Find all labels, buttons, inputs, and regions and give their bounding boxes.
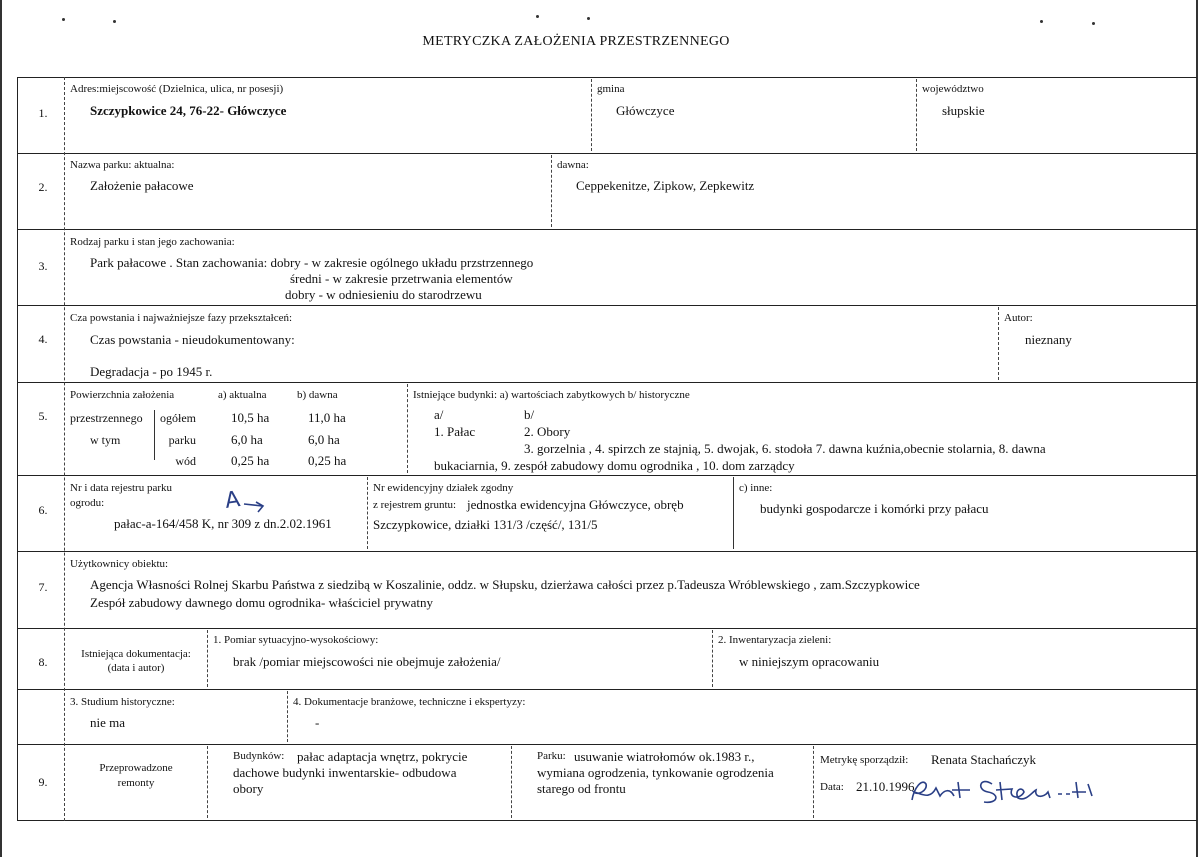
park-type-line1: Park pałacowe . Stan zachowania: dobry - w zakresie ogólnego układu przstrzennego bbox=[90, 255, 534, 270]
row-divider bbox=[17, 153, 1197, 154]
area-label: Powierzchnia założenia bbox=[70, 389, 175, 401]
address-value: Szczypkowice 24, 76-22- Główczyce bbox=[90, 103, 287, 118]
other-label: c) inne: bbox=[739, 482, 773, 494]
area-current-value: 10,5 ha bbox=[231, 410, 270, 425]
scan-dot bbox=[62, 18, 65, 21]
row-number: 3. bbox=[38, 259, 48, 273]
other-value: budynki gospodarcze i komórki przy pałacu bbox=[760, 501, 989, 516]
parcel-label: Nr ewidencyjny działek zgodny bbox=[373, 482, 514, 494]
study-label: 3. Studium historyczne: bbox=[70, 696, 175, 708]
cell-divider bbox=[733, 477, 734, 549]
cell-divider bbox=[207, 630, 208, 687]
area-current-value: 0,25 ha bbox=[231, 453, 270, 468]
table-left-edge bbox=[17, 77, 18, 821]
area-row-name: parku bbox=[168, 433, 196, 447]
row-divider bbox=[17, 77, 1197, 78]
users-line1: Agencja Własności Rolnej Skarbu Państwa z siedzibą w Koszalinie, oddz. w Słupsku, dzierżawa całości przez p.Tadeusza Wróblewskiego , zam.Szczypkowice bbox=[90, 577, 920, 592]
page-title: METRYCZKA ZAŁOŻENIA PRZESTRZENNEGO bbox=[422, 34, 730, 49]
row-number: 7. bbox=[38, 580, 48, 594]
area-row-name: wód bbox=[175, 454, 196, 468]
repairs-buildings-label: Budynków: bbox=[233, 750, 285, 762]
row-number: 1. bbox=[38, 106, 48, 120]
park-type-line2: średni - w zakresie przetrwania elementów bbox=[290, 271, 513, 286]
row-divider bbox=[17, 551, 1197, 552]
area-former-value: 0,25 ha bbox=[308, 453, 347, 468]
cell-divider bbox=[407, 384, 408, 473]
cell-divider bbox=[712, 630, 713, 687]
greenery-value: w niniejszym opracowaniu bbox=[739, 654, 880, 669]
history-line2: Degradacja - po 1945 r. bbox=[90, 364, 213, 379]
users-label: Użytkownicy obiektu: bbox=[70, 558, 169, 570]
scan-dot bbox=[1040, 20, 1043, 23]
survey-value: brak /pomiar miejscowości nie obejmuje założenia/ bbox=[233, 654, 501, 669]
row-number: 6. bbox=[38, 503, 48, 517]
repairs-park-label: Parku: bbox=[537, 750, 566, 762]
history-line1: Czas powstania - nieudokumentowany: bbox=[90, 332, 295, 347]
current-name-label: Nazwa parku: aktualna: bbox=[70, 159, 175, 171]
history-label: Cza powstania i najważniejsze fazy przekształceń: bbox=[70, 312, 293, 324]
repairs-buildings-line3: obory bbox=[233, 781, 264, 796]
area-former-value: 11,0 ha bbox=[308, 410, 346, 425]
date-value: 21.10.1996 bbox=[856, 779, 915, 794]
former-name-value: Ceppekenitze, Zipkow, Zepkewitz bbox=[576, 178, 755, 193]
park-type-line3: dobry - w odniesieniu do starodrzewu bbox=[285, 287, 482, 302]
prepared-by-label: Metrykę sporządził: bbox=[820, 754, 909, 766]
documentation-label-2: (data i autor) bbox=[107, 662, 165, 674]
row-divider bbox=[17, 382, 1197, 383]
row-number: 9. bbox=[38, 775, 48, 789]
date-label: Data: bbox=[820, 781, 844, 793]
scan-dot bbox=[587, 17, 590, 20]
register-label-2: ogrodu: bbox=[70, 497, 105, 509]
repairs-label: Przeprowadzone bbox=[99, 762, 173, 774]
documentation-label: Istniejąca dokumentacja: bbox=[81, 648, 191, 660]
row-divider bbox=[17, 628, 1197, 629]
branch-docs-label: 4. Dokumentacje branżowe, techniczne i ekspertyzy: bbox=[293, 696, 526, 708]
building-item: 2. Obory bbox=[524, 424, 571, 439]
cell-divider bbox=[207, 746, 208, 818]
buildings-list-line2: bukaciarnia, 9. zespół zabudowy domu ogrodnika , 10. dom zarządcy bbox=[434, 458, 795, 473]
row-divider bbox=[17, 744, 1197, 745]
buildings-col-b: b/ bbox=[524, 407, 535, 422]
cell-divider bbox=[998, 307, 999, 380]
gmina-label: gmina bbox=[597, 83, 625, 95]
buildings-label: Istniejące budynki: a) wartościach zabytkowych b/ historyczne bbox=[413, 389, 690, 401]
cell-divider bbox=[367, 477, 368, 549]
greenery-label: 2. Inwentaryzacja zieleni: bbox=[718, 634, 832, 646]
park-type-label: Rodzaj parku i stan jego zachowania: bbox=[70, 236, 235, 248]
branch-docs-value: - bbox=[315, 715, 320, 730]
cell-divider bbox=[591, 79, 592, 151]
row-divider bbox=[17, 229, 1197, 230]
cell-divider bbox=[813, 746, 814, 818]
parcel-label-2: z rejestrem gruntu: bbox=[373, 499, 457, 511]
repairs-park-line3: starego od frontu bbox=[537, 781, 626, 796]
author-label: Autor: bbox=[1004, 312, 1033, 324]
repairs-buildings-line2: dachowe budynki inwentarskie- odbudowa bbox=[233, 765, 457, 780]
cell-divider bbox=[511, 746, 512, 818]
row-divider bbox=[17, 305, 1197, 306]
row-divider bbox=[17, 820, 1197, 821]
users-line2: Zespół zabudowy dawnego domu ogrodnika- właściciel prywatny bbox=[90, 595, 433, 610]
area-former-value: 6,0 ha bbox=[308, 432, 340, 447]
register-value: pałac-a-164/458 K, nr 309 z dn.2.02.1961 bbox=[114, 516, 332, 531]
number-column-divider bbox=[64, 77, 65, 821]
current-name-value: Założenie pałacowe bbox=[90, 178, 194, 193]
area-col-current: a) aktualna bbox=[218, 389, 267, 401]
row-number: 4. bbox=[38, 332, 48, 346]
building-item: 1. Pałac bbox=[434, 424, 476, 439]
voivodeship-value: słupskie bbox=[942, 103, 985, 118]
repairs-label-2: remonty bbox=[117, 777, 155, 789]
repairs-park-line2: wymiana ogrodzenia, tynkowanie ogrodzenia bbox=[537, 765, 774, 780]
former-name-label: dawna: bbox=[557, 159, 589, 171]
scan-dot bbox=[536, 15, 539, 18]
survey-label: 1. Pomiar sytuacyjno-wysokościowy: bbox=[213, 634, 379, 646]
signature-icon bbox=[900, 770, 1120, 810]
area-przestrzennego: przestrzennego bbox=[70, 411, 143, 425]
row-number: 8. bbox=[38, 655, 48, 669]
repairs-park-line1: usuwanie wiatrołomów ok.1983 r., bbox=[574, 749, 755, 764]
area-table-divider bbox=[154, 410, 155, 460]
row-divider bbox=[17, 689, 1197, 690]
parcel-value-1: jednostka ewidencyjna Główczyce, obręb bbox=[467, 497, 684, 512]
row-number: 2. bbox=[38, 180, 48, 194]
gmina-value: Główczyce bbox=[616, 103, 675, 118]
address-label: Adres:miejscowość (Dzielnica, ulica, nr posesji) bbox=[70, 83, 284, 95]
repairs-buildings-line1: pałac adaptacja wnętrz, pokrycie bbox=[297, 749, 468, 764]
row-number: 5. bbox=[38, 409, 48, 423]
handwritten-arrow-icon bbox=[242, 500, 272, 520]
area-current-value: 6,0 ha bbox=[231, 432, 263, 447]
study-value: nie ma bbox=[90, 715, 126, 730]
cell-divider bbox=[916, 79, 917, 151]
voivodeship-label: województwo bbox=[922, 83, 984, 95]
area-w-tym: w tym bbox=[90, 433, 121, 447]
area-col-former: b) dawna bbox=[297, 389, 338, 401]
prepared-by-value: Renata Stachańczyk bbox=[931, 752, 1037, 767]
cell-divider bbox=[551, 155, 552, 227]
register-label: Nr i data rejestru parku bbox=[70, 482, 173, 494]
area-row-name: ogółem bbox=[160, 411, 196, 425]
cell-divider bbox=[287, 691, 288, 742]
buildings-col-a: a/ bbox=[434, 407, 444, 422]
scan-dot bbox=[1092, 22, 1095, 25]
handwritten-mark: A bbox=[223, 487, 242, 514]
author-value: nieznany bbox=[1025, 332, 1072, 347]
row-divider bbox=[17, 475, 1197, 476]
buildings-list-line1: 3. gorzelnia , 4. spirzch ze stajnią, 5. dwojak, 6. stodoła 7. dawna kuźnia,obecnie stolarnia, 8. dawna bbox=[524, 441, 1046, 456]
parcel-value-2: Szczypkowice, działki 131/3 /część/, 131/5 bbox=[373, 517, 598, 532]
scan-dot bbox=[113, 20, 116, 23]
